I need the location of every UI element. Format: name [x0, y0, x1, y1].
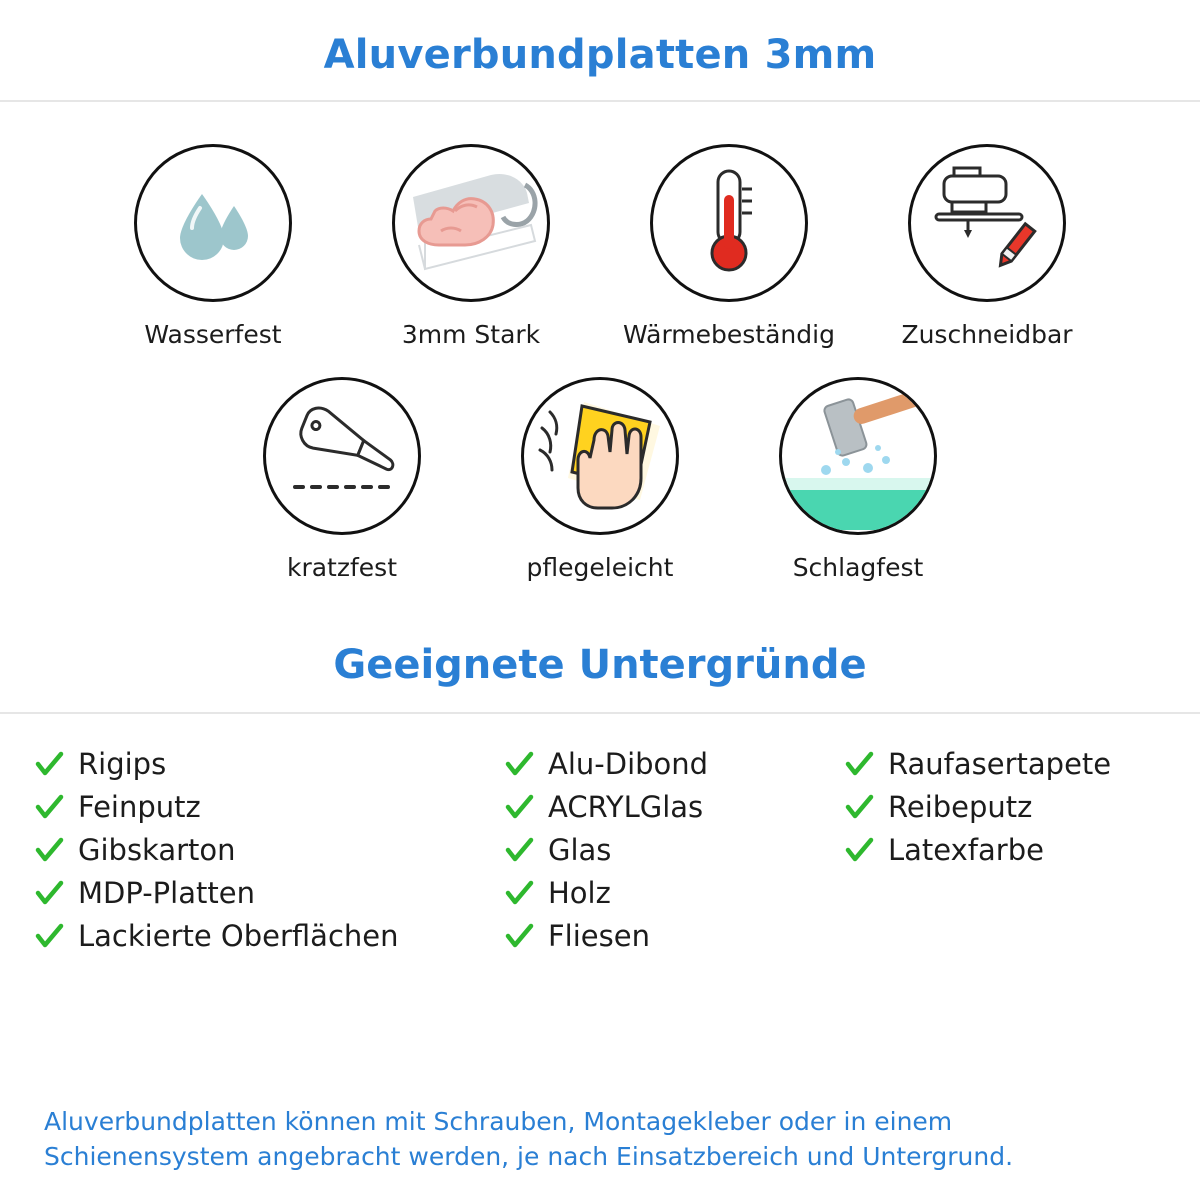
list-item: [504, 871, 844, 914]
list-item: [34, 742, 504, 785]
list-item: [34, 914, 504, 957]
feature-label: Zuschneidbar: [901, 320, 1073, 349]
check-icon: [34, 749, 64, 779]
list-item: [34, 871, 504, 914]
list-item-label: Alu-Dibond: [548, 746, 709, 781]
feature-item: [98, 144, 328, 349]
feature-icon-circle: [392, 144, 550, 302]
feature-icon-circle: [263, 377, 421, 535]
feature-row-2: [40, 377, 1160, 582]
feature-grid: [0, 102, 1200, 582]
flexing-arm-icon: [395, 145, 547, 301]
check-icon: [504, 792, 534, 822]
water-drops-icon: [158, 166, 268, 280]
cleaning-hand-cloth-icon: [524, 378, 676, 534]
check-icon: [34, 878, 64, 908]
check-icon: [844, 792, 874, 822]
feature-icon-circle: [134, 144, 292, 302]
list-item-label: MDP-Platten: [78, 875, 255, 910]
check-icon: [34, 835, 64, 865]
feature-item: [485, 377, 715, 582]
feature-label: pflegeleicht: [526, 553, 674, 582]
check-icon: [504, 749, 534, 779]
list-item-label: ACRYLGlas: [548, 789, 704, 824]
list-item-label: Gibskarton: [78, 832, 236, 867]
list-item: [844, 785, 1166, 828]
thermometer-icon: [674, 161, 784, 285]
list-item-label: Feinputz: [78, 789, 201, 824]
check-icon: [504, 921, 534, 951]
check-icon: [504, 878, 534, 908]
list-item: [504, 914, 844, 957]
list-item: [504, 828, 844, 871]
surface-column-2: [504, 742, 844, 957]
list-item: [504, 785, 844, 828]
list-item-label: Holz: [548, 875, 611, 910]
feature-icon-circle: [908, 144, 1066, 302]
list-item-label: Rigips: [78, 746, 167, 781]
surface-column-1: [34, 742, 504, 957]
feature-icon-circle: [650, 144, 808, 302]
feature-icon-circle: [779, 377, 937, 535]
knife-scratch-icon: [279, 391, 405, 521]
list-item: [844, 742, 1166, 785]
check-icon: [34, 921, 64, 951]
feature-label: Wärmebeständig: [623, 320, 835, 349]
list-item: [844, 828, 1166, 871]
feature-row-1: [40, 144, 1160, 349]
list-item: [504, 742, 844, 785]
feature-item: [743, 377, 973, 582]
check-icon: [504, 835, 534, 865]
list-item-label: Latexfarbe: [888, 832, 1044, 867]
suitable-surfaces-list: [0, 714, 1200, 957]
jigsaw-cutter-icon: [922, 156, 1052, 290]
feature-item: [614, 144, 844, 349]
hammer-impact-icon: [782, 378, 934, 534]
surface-column-3: [844, 742, 1166, 957]
check-icon: [34, 792, 64, 822]
list-item-label: Fliesen: [548, 918, 650, 953]
feature-item: [872, 144, 1102, 349]
list-item: [34, 828, 504, 871]
check-icon: [844, 749, 874, 779]
list-item: [34, 785, 504, 828]
check-icon: [844, 835, 874, 865]
feature-item: [356, 144, 586, 349]
list-item-label: Glas: [548, 832, 612, 867]
list-item-label: Lackierte Oberflächen: [78, 918, 399, 953]
section-title-untergruende: Geeignete Untergründe: [333, 642, 867, 688]
feature-item: [227, 377, 457, 582]
feature-label: Wasserfest: [144, 320, 282, 349]
list-item-label: Raufasertapete: [888, 746, 1112, 781]
feature-label: 3mm Stark: [401, 320, 541, 349]
feature-label: kratzfest: [286, 553, 397, 582]
feature-label: Schlagfest: [792, 553, 924, 582]
list-item-label: Reibeputz: [888, 789, 1033, 824]
page-title: Aluverbundplatten 3mm: [323, 32, 877, 78]
feature-icon-circle: [521, 377, 679, 535]
footnote-text: Aluverbundplatten können mit Schrauben, Montagekleber oder in einem Schienensystem angebracht werden, je nach Einsatzbereich und Untergrund.: [44, 1107, 1014, 1171]
